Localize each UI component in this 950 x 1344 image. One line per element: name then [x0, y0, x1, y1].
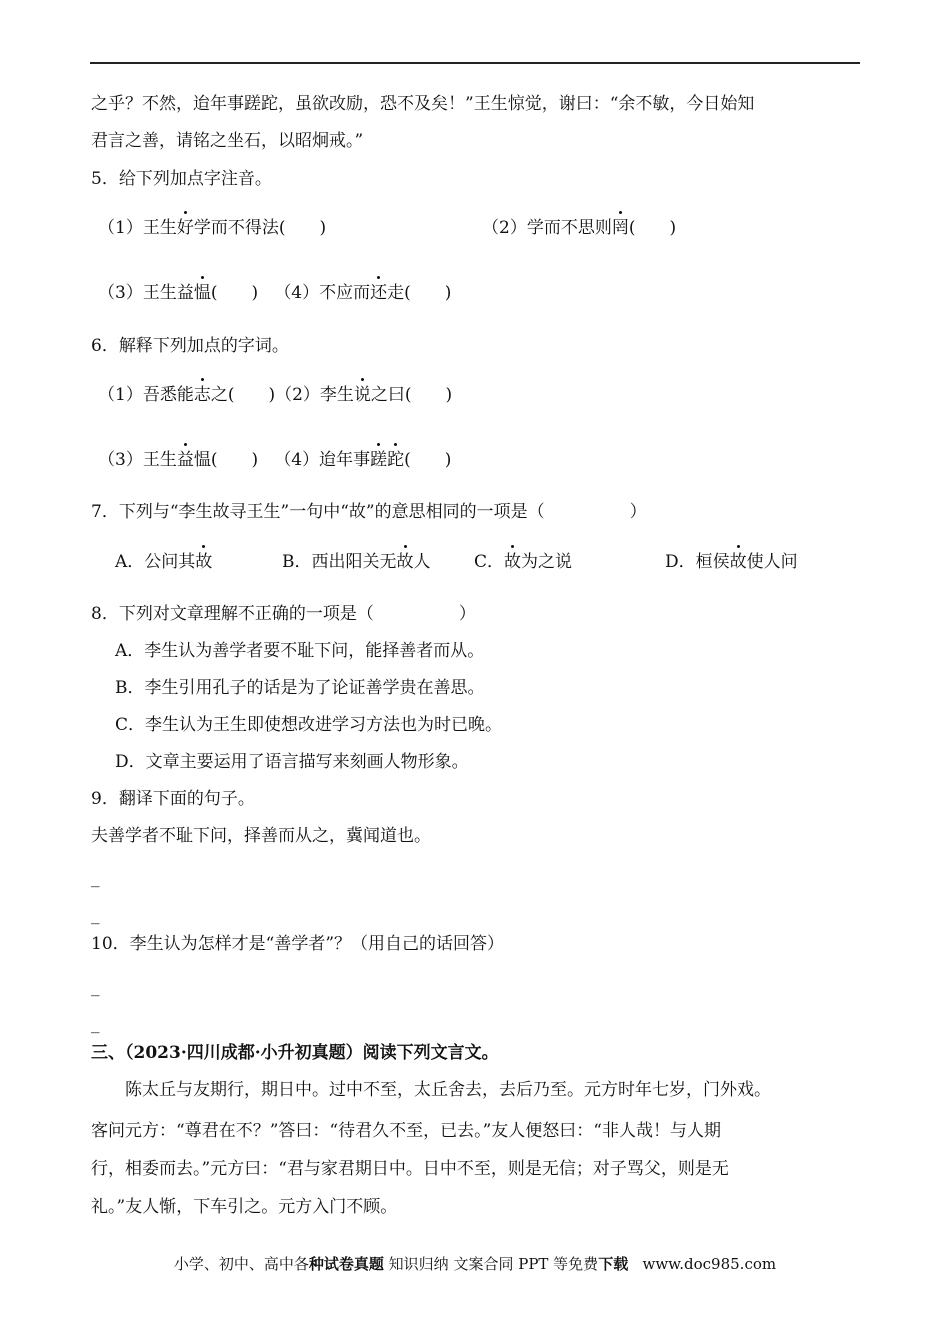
q7-option-b [282, 550, 431, 574]
q9-answer-line-2: _ [91, 905, 100, 925]
dotted-char: 故 [195, 552, 213, 572]
q8-option-b: B．李生引用孔子的话是为了论证善学贵在善思。 [115, 678, 485, 698]
q5-title: 5．给下列加点字注音。 [91, 169, 272, 189]
q9-sentence: 夫善学者不耻下问，择善而从之，冀闻道也。 [91, 826, 431, 846]
dotted-char: 故 [729, 552, 747, 572]
q5-item-1-post: 学而不得法( ) [193, 218, 327, 238]
header-rule [90, 62, 860, 64]
section-3-paragraph-line-1: 陈太丘与友期行，期日中。过中不至，太丘舍去，去后乃至。元方时年七岁，门外戏。 [125, 1080, 771, 1100]
dotted-char: 益 [176, 450, 194, 470]
q5-item-3-pre: （3）王生益 [98, 283, 194, 303]
q5-item-2-post: ( ) [628, 218, 677, 238]
q6-item-3-pre: （3）王生 [98, 450, 177, 470]
q6-item-2-post: 之曰( ) [370, 385, 453, 405]
page-footer [0, 1253, 950, 1274]
q7-option-d-post: 使人问 [746, 552, 798, 572]
q7-option-b-pre: B．西出阳关无 [282, 552, 397, 572]
q8-option-c: C．李生认为王生即使想改进学习方法也为时已晚。 [115, 715, 503, 735]
footer-text-1: 小学、初中、高中各 [173, 1255, 309, 1273]
dotted-char: 罔 [611, 218, 629, 238]
footer-text-3: 知识归纳 [383, 1255, 454, 1273]
q5-item-2-pre: （2）学而不思则 [482, 218, 612, 238]
q7-option-c-post: 为之说 [521, 552, 573, 572]
q6-item-1-post: 之( ) [210, 385, 276, 405]
dotted-char: 还 [370, 283, 388, 303]
q9-title: 9．翻译下面的句子。 [91, 789, 255, 809]
q7-option-c-pre: C． [474, 552, 505, 572]
dotted-char: 好 [176, 218, 194, 238]
dotted-char: 故 [396, 552, 414, 572]
passage-line-2: 君言之善，请铭之坐石，以昭炯戒。” [91, 131, 364, 151]
q10-answer-line-2: _ [91, 1014, 100, 1034]
q6-item-2-pre: （2）李生 [275, 385, 354, 405]
footer-text-4: 文案合同 PPT 等免费 [453, 1255, 599, 1273]
q5-item-4-pre: （4）不应而 [274, 283, 371, 303]
section-3-paragraph-line-3: 行，相委而去。”元方曰：“君与家君期日中。日中不至，则是无信；对子骂父，则是无 [91, 1159, 729, 1179]
dotted-char: 说 [353, 385, 371, 405]
q5-item-4-post: 走( ) [387, 283, 452, 303]
dotted-char: 志 [193, 385, 211, 405]
q5-item-2 [482, 216, 676, 240]
q7-option-a [115, 550, 212, 574]
q8-title: 8．下列对文章理解不正确的一项是（ ） [91, 604, 476, 624]
q6-item-1-2 [98, 383, 452, 407]
q6-item-4-post: ( ) [404, 450, 452, 470]
q7-option-d [665, 550, 798, 574]
q7-option-d-pre: D．桓侯 [665, 552, 730, 572]
q7-option-a-pre: A．公问其 [115, 552, 196, 572]
dotted-char: 蹉 [370, 450, 388, 470]
q10-title: 10．李生认为怎样才是“善学者”？（用自己的话回答） [91, 934, 505, 954]
passage-line-1: 之乎？不然，迨年事蹉跎，虽欲改励，恐不及矣！”王生惊觉，谢曰：“余不敏，今日始知 [91, 94, 755, 114]
footer-text-5: 下载 [598, 1255, 629, 1273]
section-3-paragraph-line-4: 礼。”友人惭，下车引之。元方入门不顾。 [91, 1197, 398, 1217]
q10-answer-line-1: _ [91, 977, 100, 997]
q6-item-1-pre: （1）吾悉能 [98, 385, 194, 405]
footer-text-2: 种试卷真题 [308, 1255, 384, 1273]
q7-title: 7．下列与“李生故寻王生”一句中“故”的意思相同的一项是（ ） [91, 502, 647, 522]
dotted-char: 愠 [193, 283, 211, 303]
q5-item-1 [98, 216, 326, 240]
dotted-char: 跎 [387, 450, 405, 470]
q8-option-a: A．李生认为善学者要不耻下问，能择善者而从。 [115, 641, 485, 661]
section-3-heading: 三、（2023·四川成都·小升初真题）阅读下列文言文。 [91, 1043, 499, 1063]
q8-option-d: D．文章主要运用了语言描写来刻画人物形象。 [115, 752, 469, 772]
q6-item-3-4 [98, 448, 451, 472]
q6-item-3-post: 愠( ) [193, 450, 259, 470]
q9-answer-line-1: _ [91, 868, 100, 888]
q6-item-4-pre: （4）迨年事 [274, 450, 371, 470]
footer-url[interactable]: www.doc985.com [628, 1255, 777, 1273]
q5-item-3-4 [98, 281, 451, 305]
dotted-char: 故 [504, 552, 522, 572]
q6-title: 6．解释下列加点的字词。 [91, 336, 289, 356]
q5-item-3-post: ( ) [210, 283, 259, 303]
section-3-paragraph-line-2: 客问元方：“尊君在不？”答曰：“待君久不至，已去。”友人便怒曰：“非人哉！与人期 [91, 1121, 721, 1141]
q7-option-b-post: 人 [413, 552, 431, 572]
q7-option-c [474, 550, 572, 574]
q5-item-1-pre: （1）王生 [98, 218, 177, 238]
